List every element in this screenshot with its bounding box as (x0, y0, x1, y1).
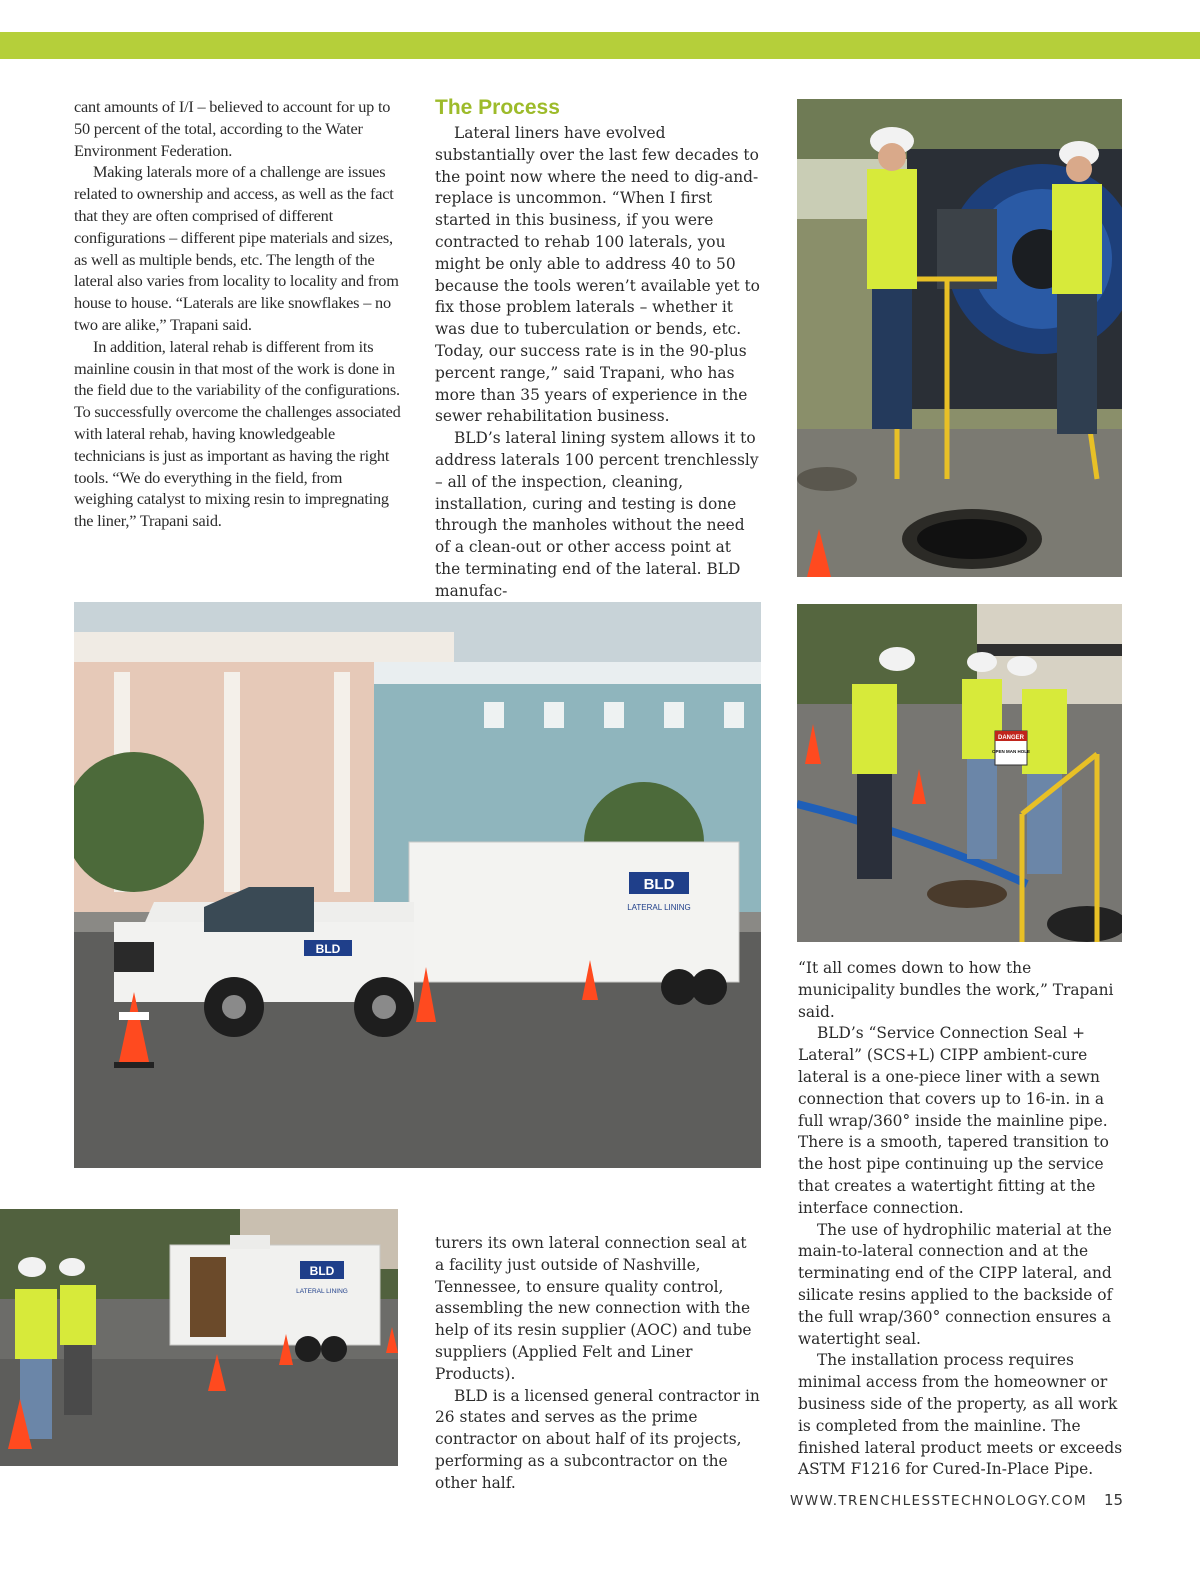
header-color-bar (0, 32, 1200, 59)
paragraph: turers its own lateral connection seal at a facility just outside of Nashville, Tennessee, to ensure quality control, assembling the new connection with the help of its resin supplier (AOC) and tube suppliers (Applied Felt and Liner Products). (435, 1234, 752, 1383)
danger-sign-text: OPEN MAN HOLE (991, 749, 1031, 754)
truck-logo-text: BLD (315, 942, 341, 956)
photo-workers-at-hose-reel (797, 99, 1122, 577)
paragraph: “It all comes down to how the municipality bundles the work,” Trapani said. (798, 959, 1114, 1021)
trailer-sub-text: LATERAL LINING (627, 903, 691, 912)
paragraph: Lateral liners have evolved substantially over the last few decades to the point now where the need to dig-and-replace is uncommon. “When I first started in this business, if you were contracted to rehab 100 laterals, you might be only able to address 40 to 50 because the tools weren’t available yet to fix those problem laterals – whether it was due to tuberculation or bends, etc. Today, our success rate is in the 90-plus percent range,” said Trapani, who has more than 35 years of experience in the sewer rehabilitation business. (435, 124, 760, 426)
article-column-2 (435, 123, 760, 603)
paragraph: BLD’s lateral lining system allows it to address laterals 100 percent trenchlessly – all of the inspection, cleaning, installation, curing and testing is done through the manholes without the need of a clean-out or other access point at the terminating end of the lateral. BLD manufac- (435, 429, 759, 600)
paragraph: cant amounts of I/I – believed to account for up to 50 percent of the total, according to the Water Environment Federation. (74, 97, 391, 160)
paragraph: The installation process requires minimal access from the homeowner or business side of the property, as all work is completed from the mainline. The finished lateral product meets or exceeds ASTM F1216 for Cured-In-Place Pipe. (798, 1351, 1123, 1479)
page-number: 15 (1104, 1491, 1124, 1509)
paragraph: In addition, lateral rehab is different from its mainline cousin in that most of the work is done in the field due to the variability of the configurations. To successfully overcome the challenges associated with lateral rehab, having knowledgeable technicians is just as important as having the right tools. “We do everything in the field, from weighing catalyst to mixing resin to impregnating the liner,” Trapani said. (74, 336, 401, 531)
paragraph: The use of hydrophilic material at the main-to-lateral connection and at the terminating end of the CIPP lateral, and silicate resins applied to the backside of the full wrap/360° connection ensures a watertight seal. (798, 1220, 1113, 1348)
paragraph: BLD is a licensed general contractor in 26 states and serves as the prime contractor on about half of its projects, performing as a subcontractor on the other half. (435, 1386, 760, 1492)
paragraph: BLD’s “Service Connection Seal + Lateral” (SCS+L) CIPP ambient-cure lateral is a one-piece liner with a sewn connection that covers up to 16-in. in a full wrap/360° inside the mainline pipe. There is a smooth, tapered transition to the host pipe continuing up the service that creates a watertight fitting at the interface connection. (798, 1024, 1109, 1217)
section-heading: The Process (435, 96, 560, 119)
article-column-1 (74, 96, 402, 532)
trailer-logo-text: BLD (643, 876, 675, 893)
small-trailer-logo-text: BLD (309, 1264, 335, 1278)
footer-website-url: WWW.TRENCHLESSTECHNOLOGY.COM (790, 1493, 1088, 1509)
photo-workers-by-trailer (0, 1209, 398, 1466)
photo-truck-and-trailer (74, 602, 761, 1168)
paragraph: Making laterals more of a challenge are issues related to ownership and access, as well as the fact that they are often comprised of different configurations – different pipe materials and sizes, as well as multiple bends, etc. The length of the lateral also varies from locality to locality and from house to house. “Laterals are like snowflakes – no two are alike,” Trapani said. (74, 162, 399, 334)
photo-workers-at-manhole (797, 604, 1122, 942)
danger-sign-header: DANGER (997, 735, 1025, 741)
article-column-3 (798, 958, 1123, 1481)
article-column-2-continued (435, 1233, 760, 1495)
small-trailer-sub-text: LATERAL LINING (296, 1288, 348, 1295)
